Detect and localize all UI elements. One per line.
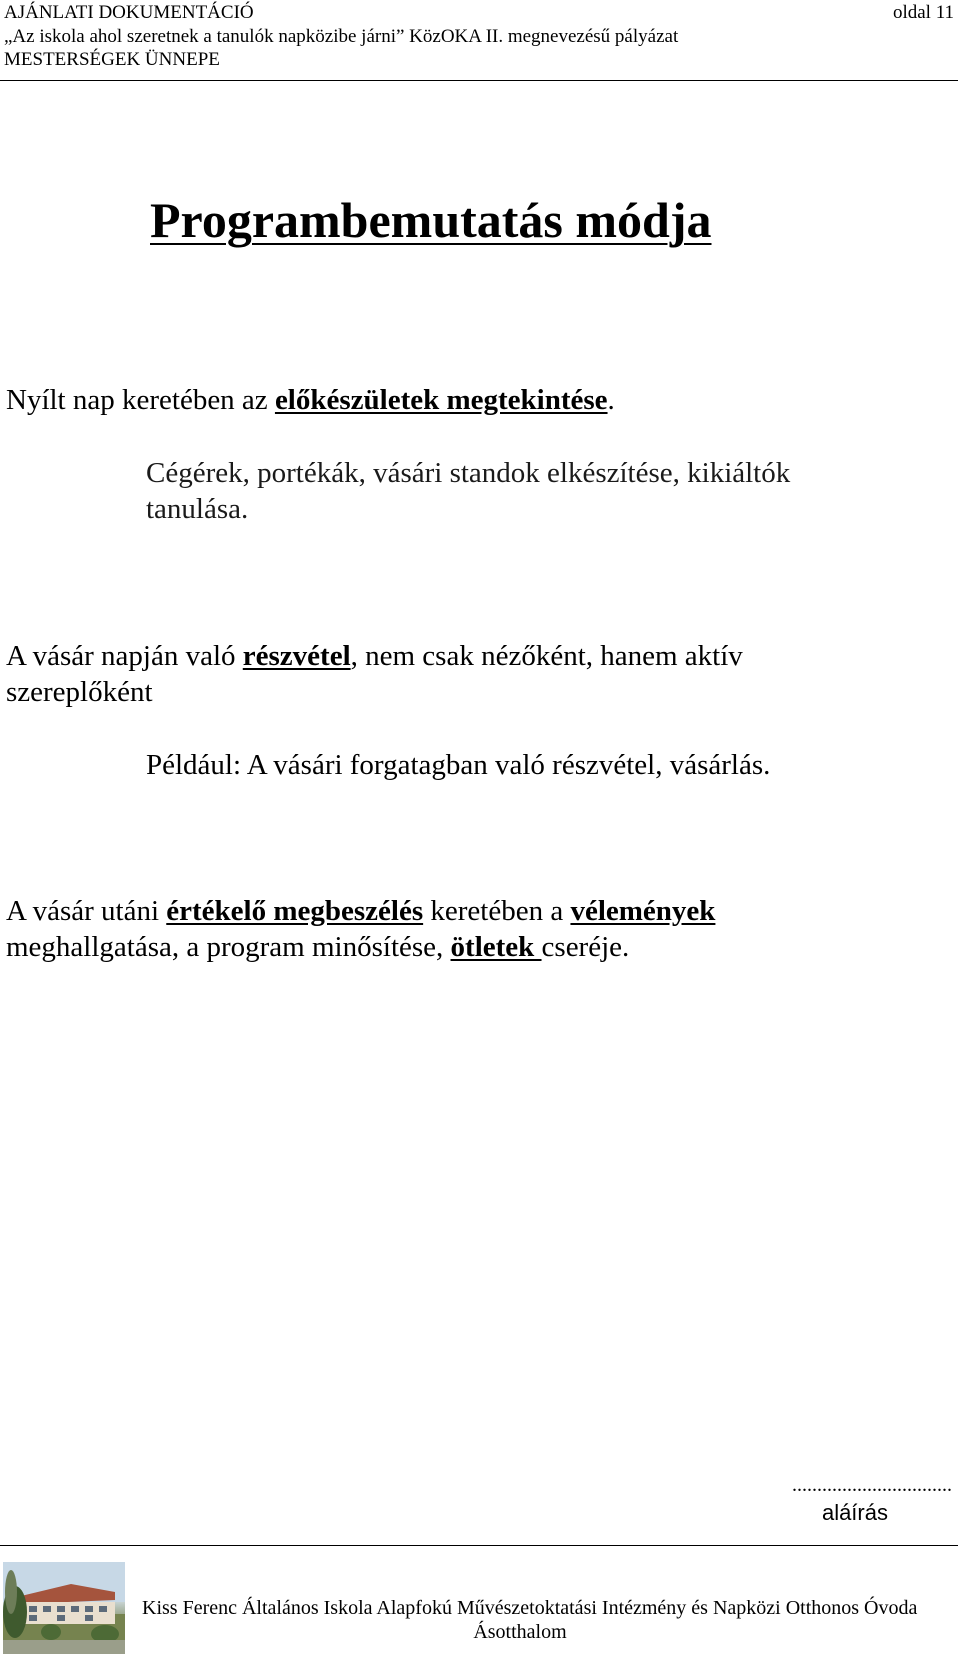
fair-day-example: Például: A vásári forgatagban való részvétel, vásárlás. xyxy=(146,749,771,781)
fair-day-text-cont: , nem csak nézőként, hanem aktív xyxy=(350,640,743,672)
header-project-title: „Az iskola ahol szeretnek a tanulók napközibe járni” KözOKA II. megnevezésű pályázat xyxy=(4,26,679,47)
fair-day-text: A vásár napján való xyxy=(6,640,243,672)
evaluation-text: A vásár utáni xyxy=(6,895,167,927)
page-title: Programbemutatás módja xyxy=(150,192,712,248)
evaluation-text-cont: keretében a xyxy=(423,895,571,927)
open-day-text: Nyílt nap keretében az xyxy=(6,384,275,416)
evaluation-text-line2: meghallgatása, a program minősítése, xyxy=(6,931,451,963)
evaluation-text-end: cseréje. xyxy=(541,931,630,963)
fair-day-line2: szereplőként xyxy=(6,676,153,708)
footer-divider xyxy=(0,1545,958,1546)
evaluation-discussion-emphasis: értékelő megbeszélés xyxy=(166,895,424,927)
page-number: oldal 11 xyxy=(892,2,954,23)
signature-line: ................................ xyxy=(792,1474,952,1496)
participation-emphasis: részvétel xyxy=(242,640,351,672)
header-doc-type: AJÁNLATI DOKUMENTÁCIÓ xyxy=(4,2,254,23)
signature-label: aláírás xyxy=(821,1500,888,1525)
section-evaluation-line1 xyxy=(6,893,715,929)
section-evaluation-line2 xyxy=(6,929,629,965)
footer-school-name: Kiss Ferenc Általános Iskola Alapfokú Művészetoktatási Intézmény és Napközi Otthonos Óvoda xyxy=(142,1597,918,1619)
preparations-emphasis: előkészületek megtekintése xyxy=(274,384,608,416)
header-event-name: MESTERSÉGEK ÜNNEPE xyxy=(4,49,220,70)
header-divider xyxy=(0,80,958,81)
section-fair-day xyxy=(6,638,743,674)
footer-town: Ásotthalom xyxy=(473,1621,567,1643)
section-open-day xyxy=(6,382,615,418)
open-day-details-line2: tanulása. xyxy=(146,493,249,525)
open-day-details-line1: Cégérek, portékák, vásári standok elkészítése, kikiáltók xyxy=(146,457,791,489)
opinions-emphasis: vélemények xyxy=(570,895,716,927)
open-day-period: . xyxy=(607,384,615,416)
ideas-emphasis: ötletek xyxy=(450,931,542,963)
